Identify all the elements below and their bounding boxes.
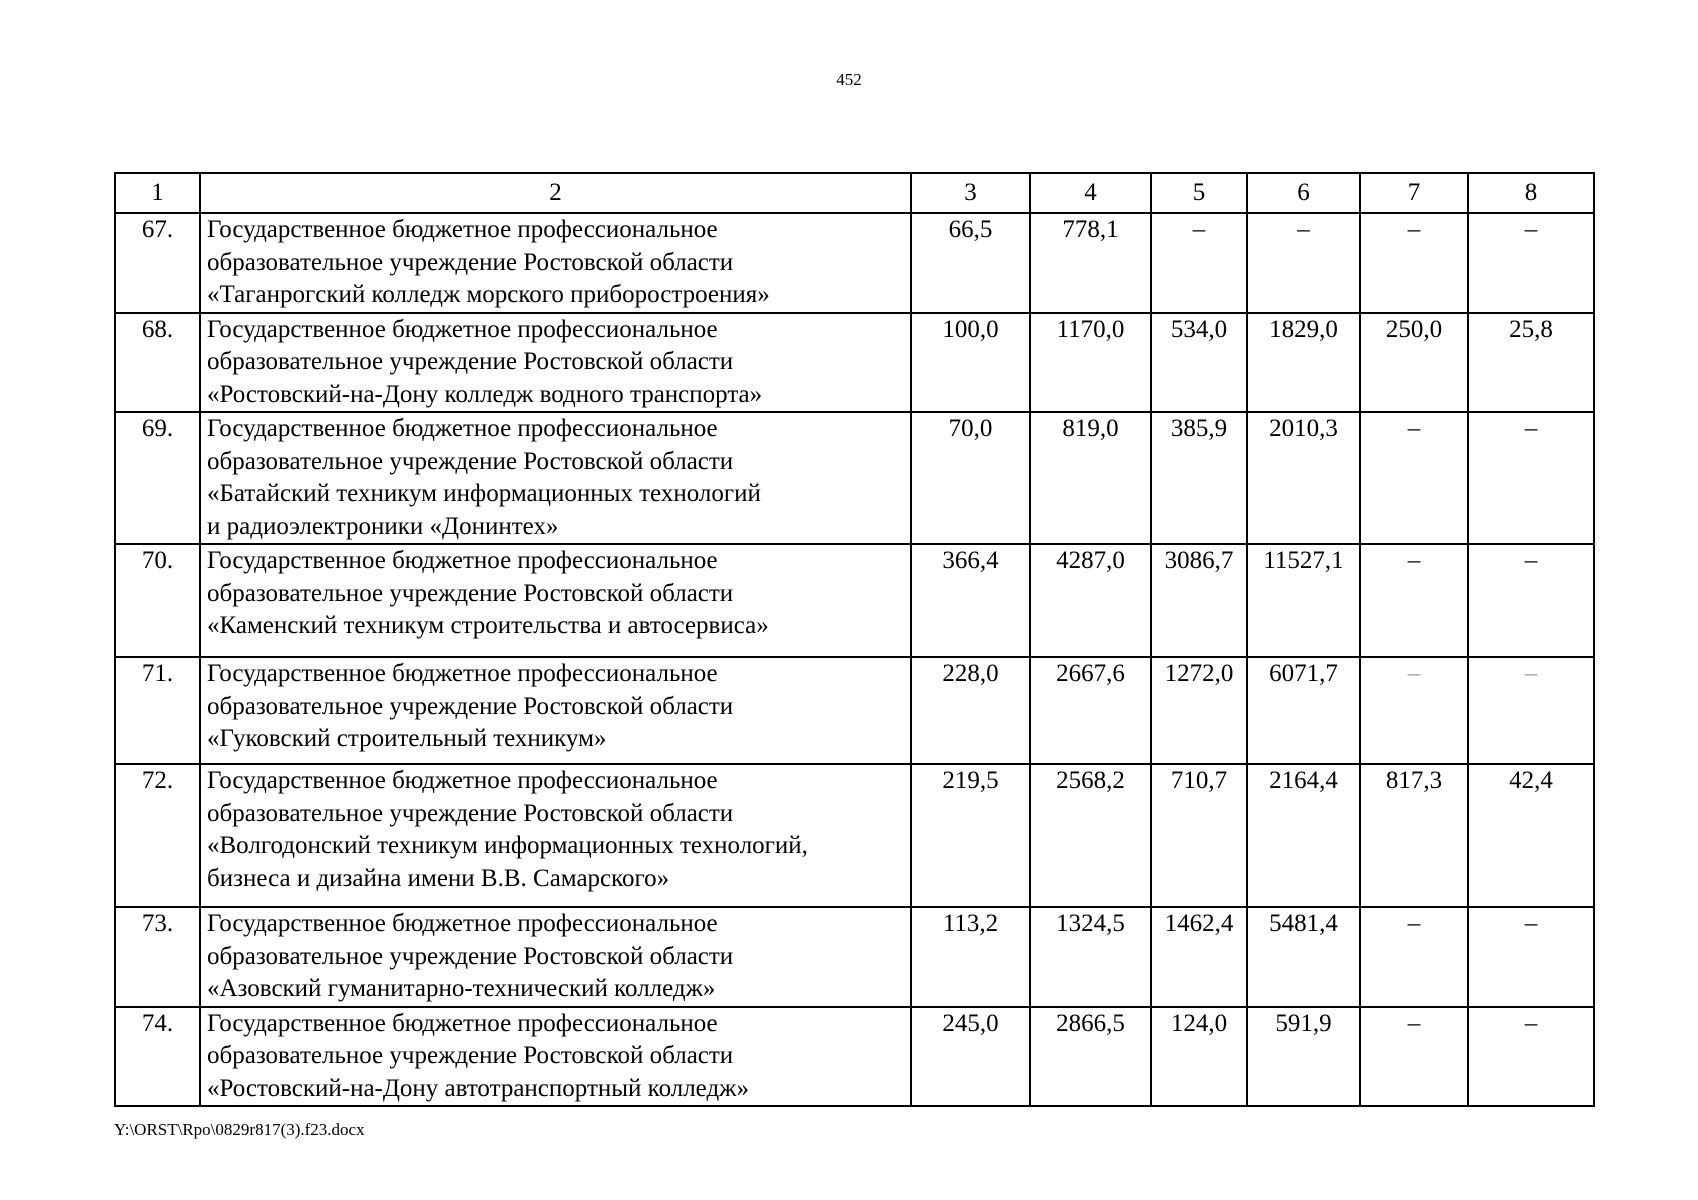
value-cell: – [1247, 213, 1360, 313]
row-number: 70. [115, 544, 200, 657]
name-line: бизнеса и дизайна имени В.В. Самарского» [207, 864, 670, 892]
name-line: образовательное учреждение Ростовской области [207, 348, 734, 375]
value-cell: – [1468, 412, 1594, 544]
table-row [115, 544, 1594, 657]
institution-name [200, 544, 911, 657]
institution-name [200, 657, 911, 764]
institution-name [200, 907, 911, 1007]
value-cell: 366,4 [911, 544, 1030, 657]
row-number: 73. [115, 907, 200, 1007]
name-line: Государственное бюджетное профессиональное [207, 315, 718, 343]
table-row [115, 764, 1594, 907]
header-cell: 4 [1030, 173, 1151, 213]
name-line: Государственное бюджетное профессиональное [207, 216, 718, 243]
table-row [115, 657, 1594, 764]
name-line: Государственное бюджетное профессиональное [207, 415, 718, 442]
name-line: образовательное учреждение Ростовской области [207, 942, 734, 970]
value-cell: 2568,2 [1030, 764, 1151, 907]
value-cell: – [1360, 1007, 1468, 1107]
value-cell: – [1360, 544, 1468, 657]
header-cell: 8 [1468, 173, 1594, 213]
row-number: 68. [115, 313, 200, 413]
value-cell: – [1468, 1007, 1594, 1107]
name-line: образовательное учреждение Ростовской области [207, 447, 734, 475]
header-cell: 3 [911, 173, 1030, 213]
value-cell: 1462,4 [1151, 907, 1247, 1007]
institution-name [200, 1007, 911, 1107]
value-cell: 4287,0 [1030, 544, 1151, 657]
name-line: «Ростовский-на-Дону колледж водного транспорта» [207, 380, 763, 408]
name-line: «Ростовский-на-Дону автотранспортный колледж» [207, 1074, 749, 1102]
table-row [115, 313, 1594, 413]
row-number: 71. [115, 657, 200, 764]
header-cell: 7 [1360, 173, 1468, 213]
table-row [115, 213, 1594, 313]
value-cell: 2164,4 [1247, 764, 1360, 907]
row-number: 72. [115, 764, 200, 907]
value-cell: 819,0 [1030, 412, 1151, 544]
header-cell: 5 [1151, 173, 1247, 213]
value-cell: – [1360, 907, 1468, 1007]
name-line: Государственное бюджетное профессиональное [207, 1009, 718, 1037]
value-cell: 124,0 [1151, 1007, 1247, 1107]
row-number: 74. [115, 1007, 200, 1107]
value-cell: 1170,0 [1030, 313, 1151, 413]
value-cell: 1829,0 [1247, 313, 1360, 413]
row-number: 69. [115, 412, 200, 544]
value-cell: 25,8 [1468, 313, 1594, 413]
name-line: образовательное учреждение Ростовской области [207, 579, 734, 607]
value-cell: 385,9 [1151, 412, 1247, 544]
institution-name [200, 412, 911, 544]
value-cell: 113,2 [911, 907, 1030, 1007]
data-table [114, 172, 1595, 1107]
institution-name [200, 313, 911, 413]
value-cell: 219,5 [911, 764, 1030, 907]
value-cell: – [1360, 657, 1468, 764]
name-line: Государственное бюджетное профессиональное [207, 547, 718, 574]
value-cell: 591,9 [1247, 1007, 1360, 1107]
page-number: 452 [836, 70, 862, 89]
value-cell: 710,7 [1151, 764, 1247, 907]
name-line: образовательное учреждение Ростовской области [207, 799, 734, 827]
row-number: 67. [115, 213, 200, 313]
name-line: «Каменский техникум строительства и автосервиса» [207, 612, 769, 639]
table-header-row [115, 173, 1594, 213]
name-line: «Батайский техникум информационных технологий [207, 480, 761, 507]
name-line: и радиоэлектроники «Донинтех» [207, 512, 559, 540]
value-cell: 3086,7 [1151, 544, 1247, 657]
value-cell: 100,0 [911, 313, 1030, 413]
name-line: Государственное бюджетное профессиональное [207, 660, 718, 687]
value-cell: 5481,4 [1247, 907, 1360, 1007]
value-cell: 2010,3 [1247, 412, 1360, 544]
name-line: образовательное учреждение Ростовской области [207, 248, 734, 276]
value-cell: 2667,6 [1030, 657, 1151, 764]
table-row [115, 1007, 1594, 1107]
name-line: «Таганрогский колледж морского приборостроения» [207, 281, 770, 308]
header-cell: 2 [200, 173, 911, 213]
header-cell: 6 [1247, 173, 1360, 213]
name-line: Государственное бюджетное профессиональное [207, 767, 718, 794]
value-cell: 70,0 [911, 412, 1030, 544]
value-cell: – [1468, 657, 1594, 764]
value-cell: 6071,7 [1247, 657, 1360, 764]
table-row [115, 412, 1594, 544]
name-line: «Гуковский строительный техникум» [207, 725, 607, 752]
value-cell: 42,4 [1468, 764, 1594, 907]
value-cell: – [1468, 907, 1594, 1007]
value-cell: 778,1 [1030, 213, 1151, 313]
value-cell: 817,3 [1360, 764, 1468, 907]
value-cell: 11527,1 [1247, 544, 1360, 657]
value-cell: 66,5 [911, 213, 1030, 313]
name-line: Государственное бюджетное профессиональное [207, 910, 718, 937]
value-cell: 534,0 [1151, 313, 1247, 413]
institution-name [200, 764, 911, 907]
value-cell: 2866,5 [1030, 1007, 1151, 1107]
value-cell: – [1468, 213, 1594, 313]
value-cell: 250,0 [1360, 313, 1468, 413]
name-line: «Волгодонский техникум информационных технологий, [207, 832, 808, 859]
name-line: образовательное учреждение Ростовской области [207, 1042, 734, 1069]
header-cell: 1 [115, 173, 200, 213]
value-cell: – [1468, 544, 1594, 657]
footer-file-path: Y:\ORST\Rpo\0829r817(3).f23.docx [114, 1120, 365, 1139]
value-cell: 1272,0 [1151, 657, 1247, 764]
value-cell: – [1360, 213, 1468, 313]
value-cell: 228,0 [911, 657, 1030, 764]
value-cell: 245,0 [911, 1007, 1030, 1107]
value-cell: – [1360, 412, 1468, 544]
institution-name [200, 213, 911, 313]
name-line: «Азовский гуманитарно-технический колледж» [207, 975, 716, 1002]
name-line: образовательное учреждение Ростовской области [207, 692, 734, 720]
table-row [115, 907, 1594, 1007]
value-cell: 1324,5 [1030, 907, 1151, 1007]
value-cell: – [1151, 213, 1247, 313]
